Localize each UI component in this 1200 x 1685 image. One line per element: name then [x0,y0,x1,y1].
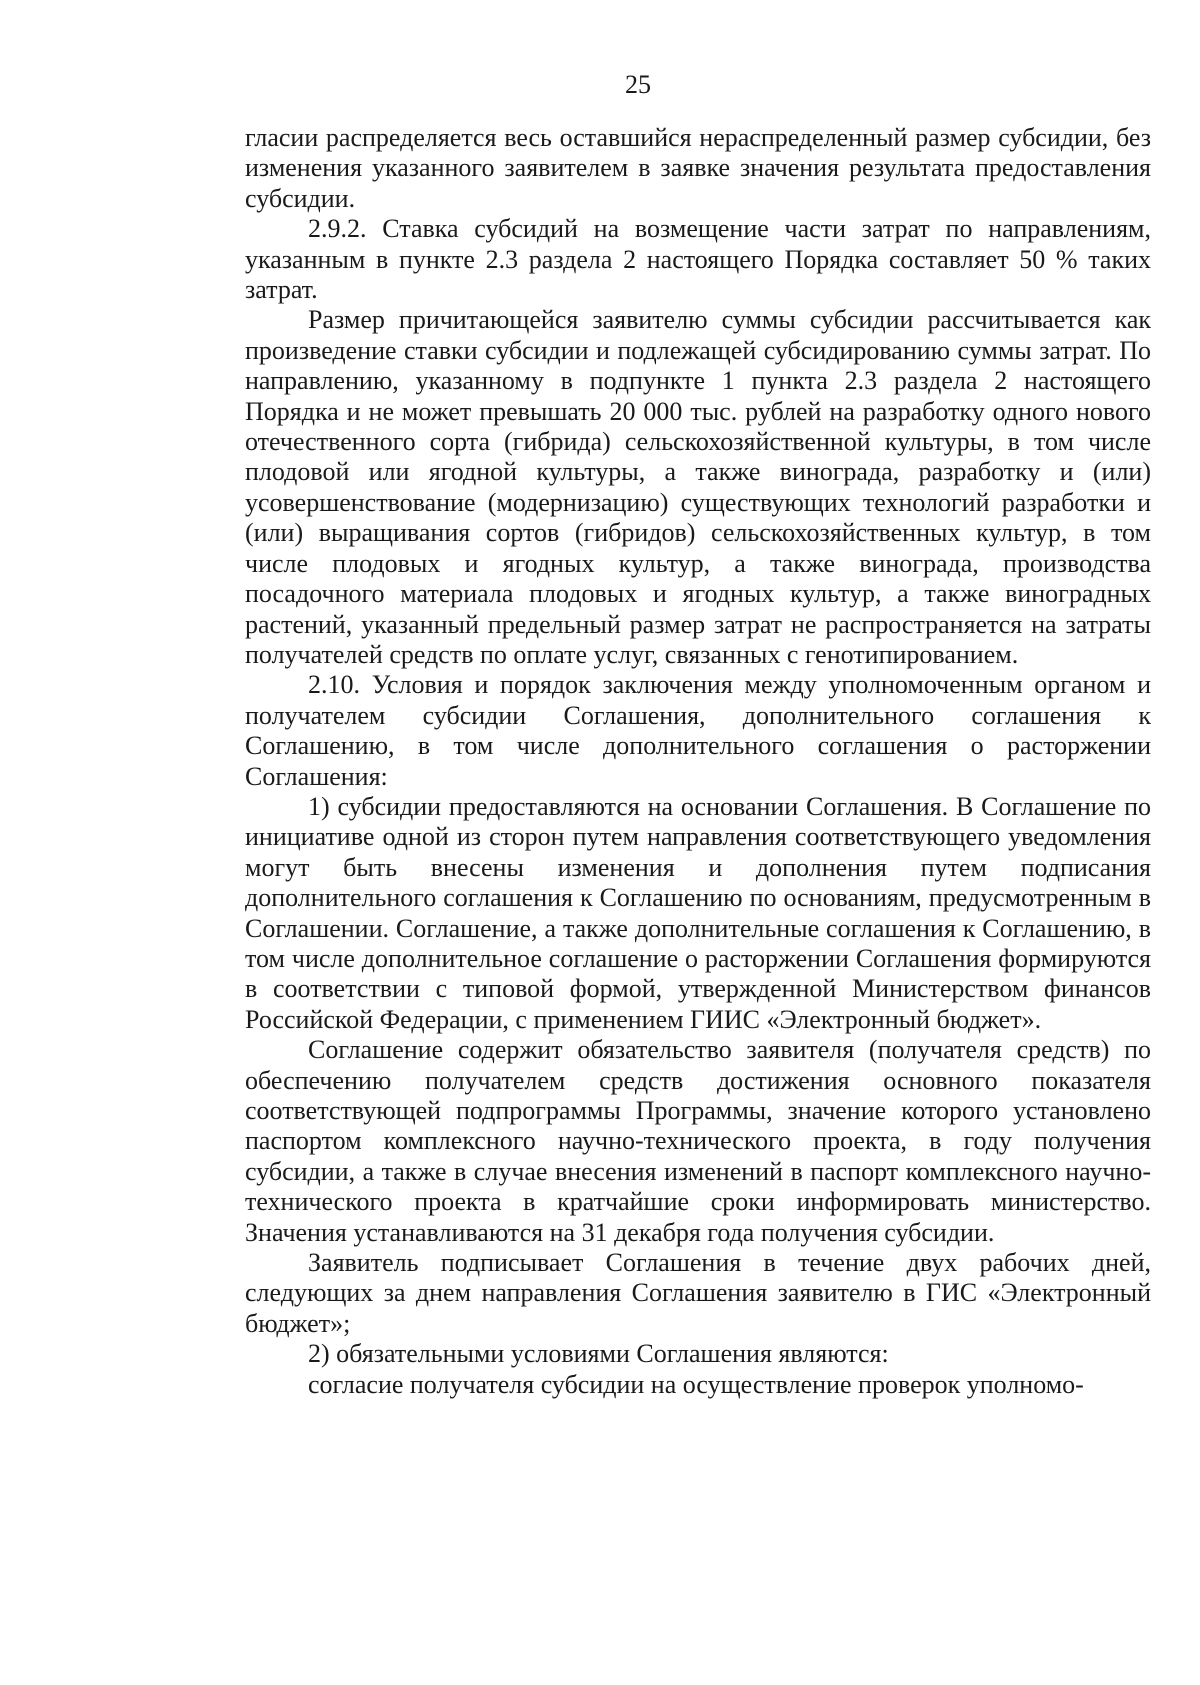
paragraph-item-2: 2) обязательными условиями Соглашения являются: [308,1339,889,1369]
document-body [245,123,1151,1400]
page-number: 25 [625,70,651,99]
paragraph-2-9-2: 2.9.2. Ставка субсидий на возмещение части затрат по направлениям, указанным в пункте 2.3 раздела 2 настоящего Порядка составляет 50 % таких затрат. [245,214,1151,305]
paragraph-2-10: 2.10. Условия и порядок заключения между уполномоченным органом и получателем субсидии Соглашения, дополнительного соглашения к Соглашению, в том числе дополнительного соглашения о расторжении Соглашения: [245,670,1151,791]
paragraph-agreement-obligation: Соглашение содержит обязательство заявителя (получателя средств) по обеспечению получателем средств достижения основного показателя соответствующей подпрограммы Программы, значение которого установлено паспортом комплексного научно-технического проекта, в году получения субсидии, а также в случае внесения изменений в паспорт комплексного научно-технического проекта в кратчайшие сроки информировать министерство. Значения устанавливаются на 31 декабря года получения субсидии. [245,1035,1151,1247]
paragraph-subsidy-amount: Размер причитающейся заявителю суммы субсидии рассчитывается как произведение ставки субсидии и подлежащей субсидированию суммы затрат. По направлению, указанному в подпункте 1 пункта 2.3 раздела 2 настоящего Порядка и не может превышать 20 000 тыс. рублей на разработку одного нового отечественного сорта (гибрида) сельскохозяйственной культуры, в том числе плодовой или ягодной культуры, а также винограда, разработку и (или) усовершенствование (модернизацию) существующих технологий разработки и (или) выращивания сортов (гибридов) сельскохозяйственных культур, в том числе плодовых и ягодных культур, а также винограда, производства посадочного материала плодовых и ягодных культур, а также виноградных растений, указанный предельный размер затрат не распространяется на затраты получателей средств по оплате услуг, связанных с генотипированием. [245,305,1151,669]
paragraph-consent: согласие получателя субсидии на осуществление проверок уполномо- [308,1369,1084,1399]
paragraph-item-1: 1) субсидии предоставляются на основании Соглашения. В Соглашение по инициативе одной из сторон путем направления соответствующего уведомления могут быть внесены изменения и дополнения путем подписания дополнительного соглашения к Соглашению по основаниям, предусмотренным в Соглашении. Соглашение, а также дополнительные соглашения к Соглашению, в том числе дополнительное соглашение о расторжении Соглашения формируются в соответствии с типовой формой, утвержденной Министерством финансов Российской Федерации, с применением ГИИС «Электронный бюджет». [245,791,1151,1034]
paragraph-applicant-signs: Заявитель подписывает Соглашения в течение двух рабочих дней, следующих за днем направления Соглашения заявителю в ГИС «Электронный бюджет»; [245,1248,1151,1338]
paragraph-continuation: гласии распределяется весь оставшийся нераспределенный размер субсидии, без изменения указанного заявителем в заявке значения результата предоставления субсидии. [245,123,1151,213]
